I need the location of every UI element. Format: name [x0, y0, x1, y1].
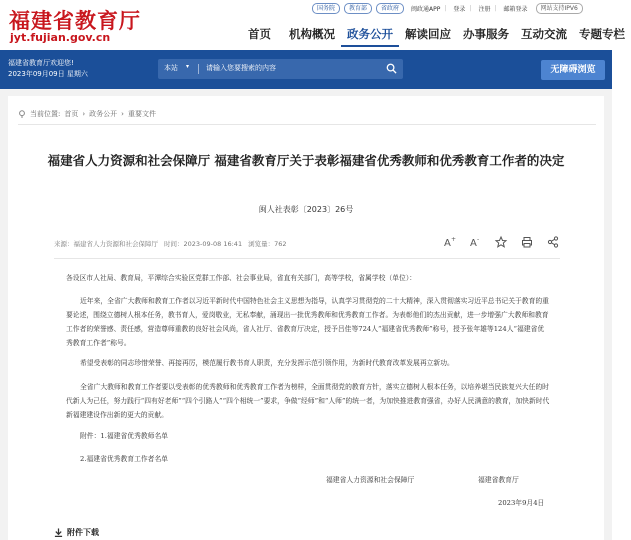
nav-home[interactable]: 首页	[248, 27, 271, 41]
document-date: 2023年9月4日	[498, 499, 545, 507]
paragraph: 近年来，全省广大教师和教育工作者以习近平新时代中国特色社会主义思想为指导，认真学习贯彻党的二十大精神，深入贯彻落实习近平总书记关于教育的重要论述，围绕立德树人根本任务，教书育人，爱岗敬业，无私奉献，涌现出一批优秀教师和优秀教育工作者。为表彰他们的杰出贡献，进一步增强广大教师和教育工作者的荣誉感、责任感，营造尊师重教的良好社会风尚，省人社厅、省教育厅决定，授予吕佳等724人“福建省优秀教师”称号，授予张年雄等124人“福建省优秀教育工作者”称号。	[66, 297, 549, 347]
nav-interpretation[interactable]: 解读回应	[405, 27, 451, 41]
paragraph: 全省广大教师和教育工作者要以受表彰的优秀教师和优秀教育工作者为榜样，全面贯彻党的教育方针，落实立德树人根本任务，以培养堪当民族复兴大任的时代新人为己任，努力践行“四有好老师”“四个引路人”“四个相统一”要求，争做“经师”和“人师”的统一者，为加快推进教育强省，办好人民满意的教育，加快新时代新福建建设作出新的更大的贡献。	[66, 383, 550, 419]
signer-education: 福建省教育厅	[478, 476, 519, 484]
nav-interaction[interactable]: 互动交流	[521, 27, 567, 41]
attachment-item: 附件：1.福建省优秀教师名单	[80, 432, 169, 440]
search-scope-select[interactable]: 本站	[164, 64, 178, 72]
download-icon	[54, 528, 63, 537]
svg-text:A: A	[444, 238, 451, 249]
link-register[interactable]: 注册	[478, 6, 491, 13]
divider	[18, 124, 596, 125]
top-links	[312, 3, 583, 14]
svg-text:+: +	[451, 236, 457, 243]
signer-hrss: 福建省人力资源和社会保障厅	[326, 476, 415, 484]
document-meta	[54, 239, 287, 248]
link-login[interactable]: 登录	[453, 6, 466, 13]
accessibility-button[interactable]: 无障碍浏览	[541, 60, 605, 80]
document-title: 福建省人力资源和社会保障厅 福建省教育厅关于表彰福建省优秀教师和优秀教育工作者的决定	[47, 153, 565, 168]
article-tools	[443, 236, 559, 248]
separator: |	[494, 5, 497, 12]
breadcrumb-separator: ›	[121, 110, 124, 118]
chevron-down-icon: ▾	[186, 63, 190, 70]
search-input[interactable]: 请输入您要搜索的内容	[206, 64, 276, 72]
nav-government-affairs[interactable]: 政务公开	[341, 25, 399, 47]
site-header	[0, 0, 625, 50]
salutation: 各设区市人社局、教育局，平潭综合实验区党群工作部、社会事业局，省直有关部门，高等学校，省属学校（单位）：	[66, 274, 417, 282]
document-views: 浏览量：762	[248, 240, 287, 248]
attachment-item: 2.福建省优秀教育工作者名单	[80, 455, 169, 463]
main-nav	[236, 25, 631, 47]
link-mzt-app[interactable]: 闽政通APP	[411, 6, 441, 13]
breadcrumb-home[interactable]: 首页	[64, 110, 79, 118]
location-icon	[18, 110, 26, 118]
link-province-gov[interactable]: 省政府	[376, 3, 404, 14]
current-date: 2023年09月09日 星期六	[8, 70, 88, 78]
welcome-block	[8, 58, 88, 80]
document-number: 闽人社表彰〔2023〕26号	[258, 205, 354, 214]
blue-bar	[0, 50, 612, 89]
welcome-text: 福建省教育厅欢迎您!	[8, 59, 74, 67]
font-increase-icon[interactable]	[443, 236, 455, 248]
nav-services[interactable]: 办事服务	[463, 27, 509, 41]
nav-organization[interactable]: 机构概况	[289, 27, 335, 41]
download-heading-label: 附件下载	[67, 528, 99, 537]
divider	[54, 258, 560, 259]
breadcrumb	[18, 109, 156, 119]
share-icon[interactable]	[547, 236, 559, 248]
nav-special-topics[interactable]: 专题专栏	[579, 27, 625, 41]
ipv6-badge: 网站支持IPV6	[536, 3, 583, 14]
breadcrumb-important-docs[interactable]: 重要文件	[127, 110, 156, 118]
breadcrumb-separator: ›	[82, 110, 86, 118]
site-url: jyt.fujian.gov.cn	[10, 31, 111, 44]
search-icon[interactable]	[386, 63, 397, 74]
font-decrease-icon[interactable]	[469, 236, 481, 248]
svg-text:A: A	[470, 238, 477, 249]
search-divider	[198, 64, 199, 74]
star-icon[interactable]	[495, 236, 507, 248]
link-ministry[interactable]: 教育部	[344, 3, 372, 14]
link-state-council[interactable]: 国务院	[312, 3, 340, 14]
separator: |	[444, 5, 447, 12]
breadcrumb-government-affairs[interactable]: 政务公开	[89, 110, 118, 118]
paragraph: 希望受表彰的同志珍惜荣誉、再接再厉，模范履行教书育人职责，充分发挥示范引领作用，为新时代教育改革发展再立新功。	[80, 359, 454, 367]
link-mail-login[interactable]: 邮箱登录	[503, 6, 528, 13]
download-heading	[54, 527, 99, 538]
document-time: 时间：2023-09-08 16:41	[164, 240, 243, 248]
separator: |	[469, 5, 472, 12]
document-source: 来源：福建省人力资源和社会保障厅	[54, 240, 158, 248]
print-icon[interactable]	[521, 236, 533, 248]
breadcrumb-label: 当前位置:	[30, 110, 61, 118]
svg-text:-: -	[477, 236, 480, 243]
search-box	[158, 59, 403, 79]
site-logo-title[interactable]: 福建省教育厅	[9, 8, 141, 33]
